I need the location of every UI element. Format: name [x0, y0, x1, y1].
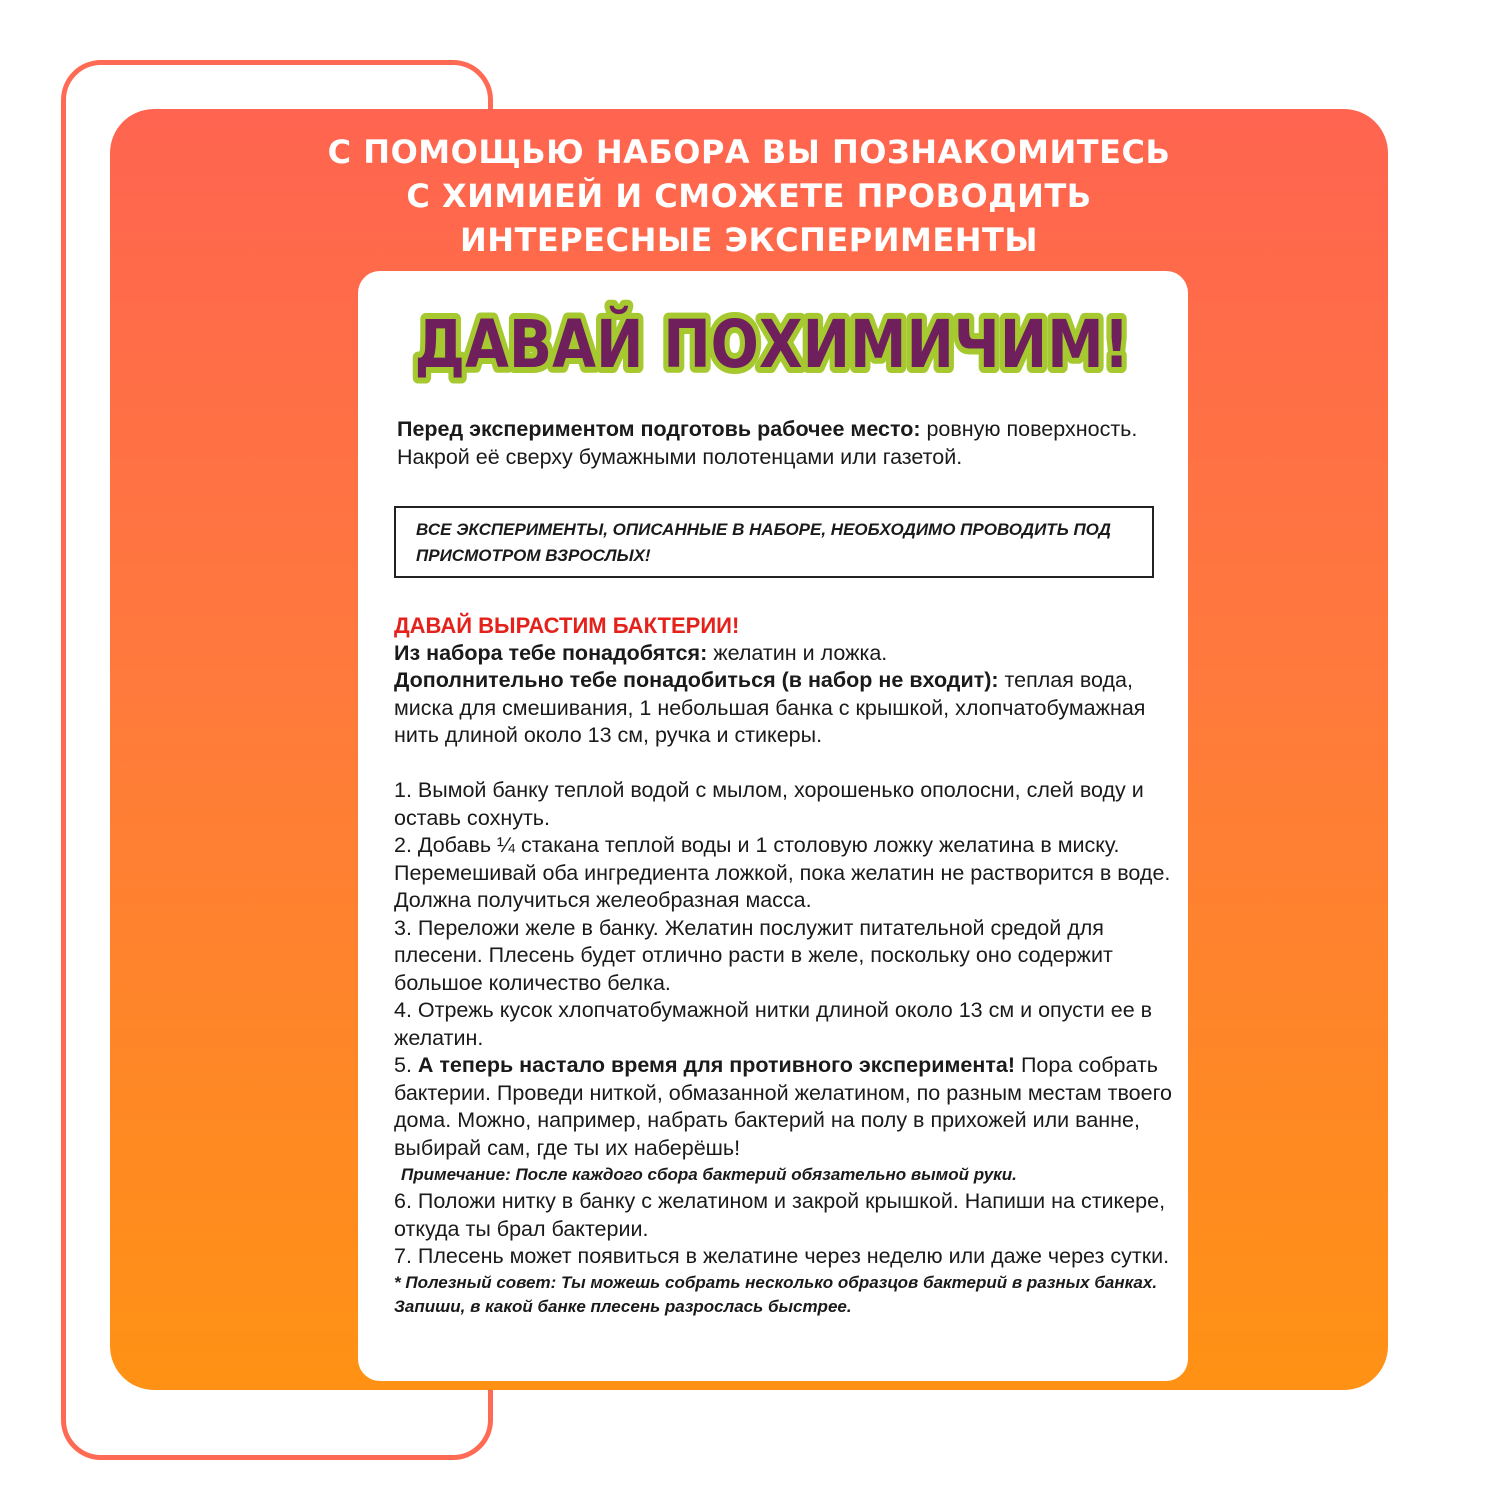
extra-label: Дополнительно тебе понадобиться (в набор не входит): [394, 668, 999, 692]
step-3: 3. Переложи желе в банку. Желатин послужит питательной средой для плесени. Плесень будет отлично расти в желе, поскольку оно содержит большое количество белка. [394, 915, 1113, 995]
extra-items: теплая вода, миска для смешивания, 1 небольшая банка с крышкой, хлопчатобумажная нить длиной около 13 см, ручка и стикеры. [394, 668, 1146, 747]
warning-box [394, 506, 1154, 578]
step-4: 4. Отрежь кусок хлопчатобумажной нитки длиной около 13 см и опусти ее в желатин. [394, 998, 1153, 1050]
step-2: 2. Добавь ¼ стакана теплой воды и 1 столовую ложку желатина в миску. Перемешивай оба ингредиента ложкой, пока желатин не растворится в воде. Должна получиться желеобразная масса. [394, 833, 1171, 912]
step-5 [394, 1052, 1174, 1162]
step-1: 1. Вымой банку теплой водой с мылом, хорошенько ополосни, слей воду и оставь сохнуть. [394, 778, 1144, 830]
intro-bold: Перед экспериментом подготовь рабочее место: [397, 417, 921, 441]
headline [110, 130, 1388, 262]
step-5-rest: Пора собрать бактерии. Проведи ниткой, обмазанной желатином, по разным местам твоего дома. Можно, например, набрать бактерий на полу в прихожей или ванне, выбирай сам, где ты их наберёшь! [394, 1053, 1172, 1160]
useful-tip: * Полезный совет: Ты можешь собрать несколько образцов бактерий в разных банках. Запиши, в какой банке плесень разрослась быстрее. [394, 1272, 1158, 1316]
extra-requirements [394, 667, 1174, 750]
headline-line-1: С ПОМОЩЬЮ НАБОРА ВЫ ПОЗНАКОМИТЕСЬ [327, 133, 1171, 171]
warning-text: ВСЕ ЭКСПЕРИМЕНТЫ, ОПИСАННЫЕ В НАБОРЕ, НЕОБХОДИМО ПРОВОДИТЬ ПОД ПРИСМОТРОМ ВЗРОСЛЫХ! [416, 520, 1111, 565]
step-5-number: 5. [394, 1053, 418, 1077]
kit-requirements [394, 640, 1174, 668]
brand-logo [405, 297, 1247, 387]
intro-rest: ровную поверхность. Накрой её сверху бумажными полотенцами или газетой. [397, 417, 1138, 469]
experiment-title: ДАВАЙ ВЫРАСТИМ БАКТЕРИИ! [394, 613, 740, 638]
intro-paragraph [397, 415, 1167, 471]
step-5-bold: А теперь настало время для противного эксперимента! [417, 1053, 1015, 1077]
headline-line-3: ИНТЕРЕСНЫЕ ЭКСПЕРИМЕНТЫ [460, 221, 1038, 259]
step-7: 7. Плесень может появиться в желатине через неделю или даже через сутки. [394, 1244, 1170, 1268]
hygiene-note: Примечание: После каждого сбора бактерий обязательно вымой руки. [401, 1165, 1017, 1184]
headline-line-2: С ХИМИЕЙ И СМОЖЕТЕ ПРОВОДИТЬ [406, 177, 1092, 215]
logo-text: ДАВАЙ ПОХИМИЧИМ! [414, 306, 1247, 383]
kit-items: желатин и ложка. [707, 640, 888, 665]
experiment-section [394, 612, 1174, 1319]
step-6: 6. Положи нитку в банку с желатином и закрой крышкой. Напиши на стикере, откуда ты брал бактерии. [394, 1189, 1166, 1241]
kit-label: Из набора тебе понадобятся: [394, 640, 708, 665]
spacer [394, 750, 1174, 778]
